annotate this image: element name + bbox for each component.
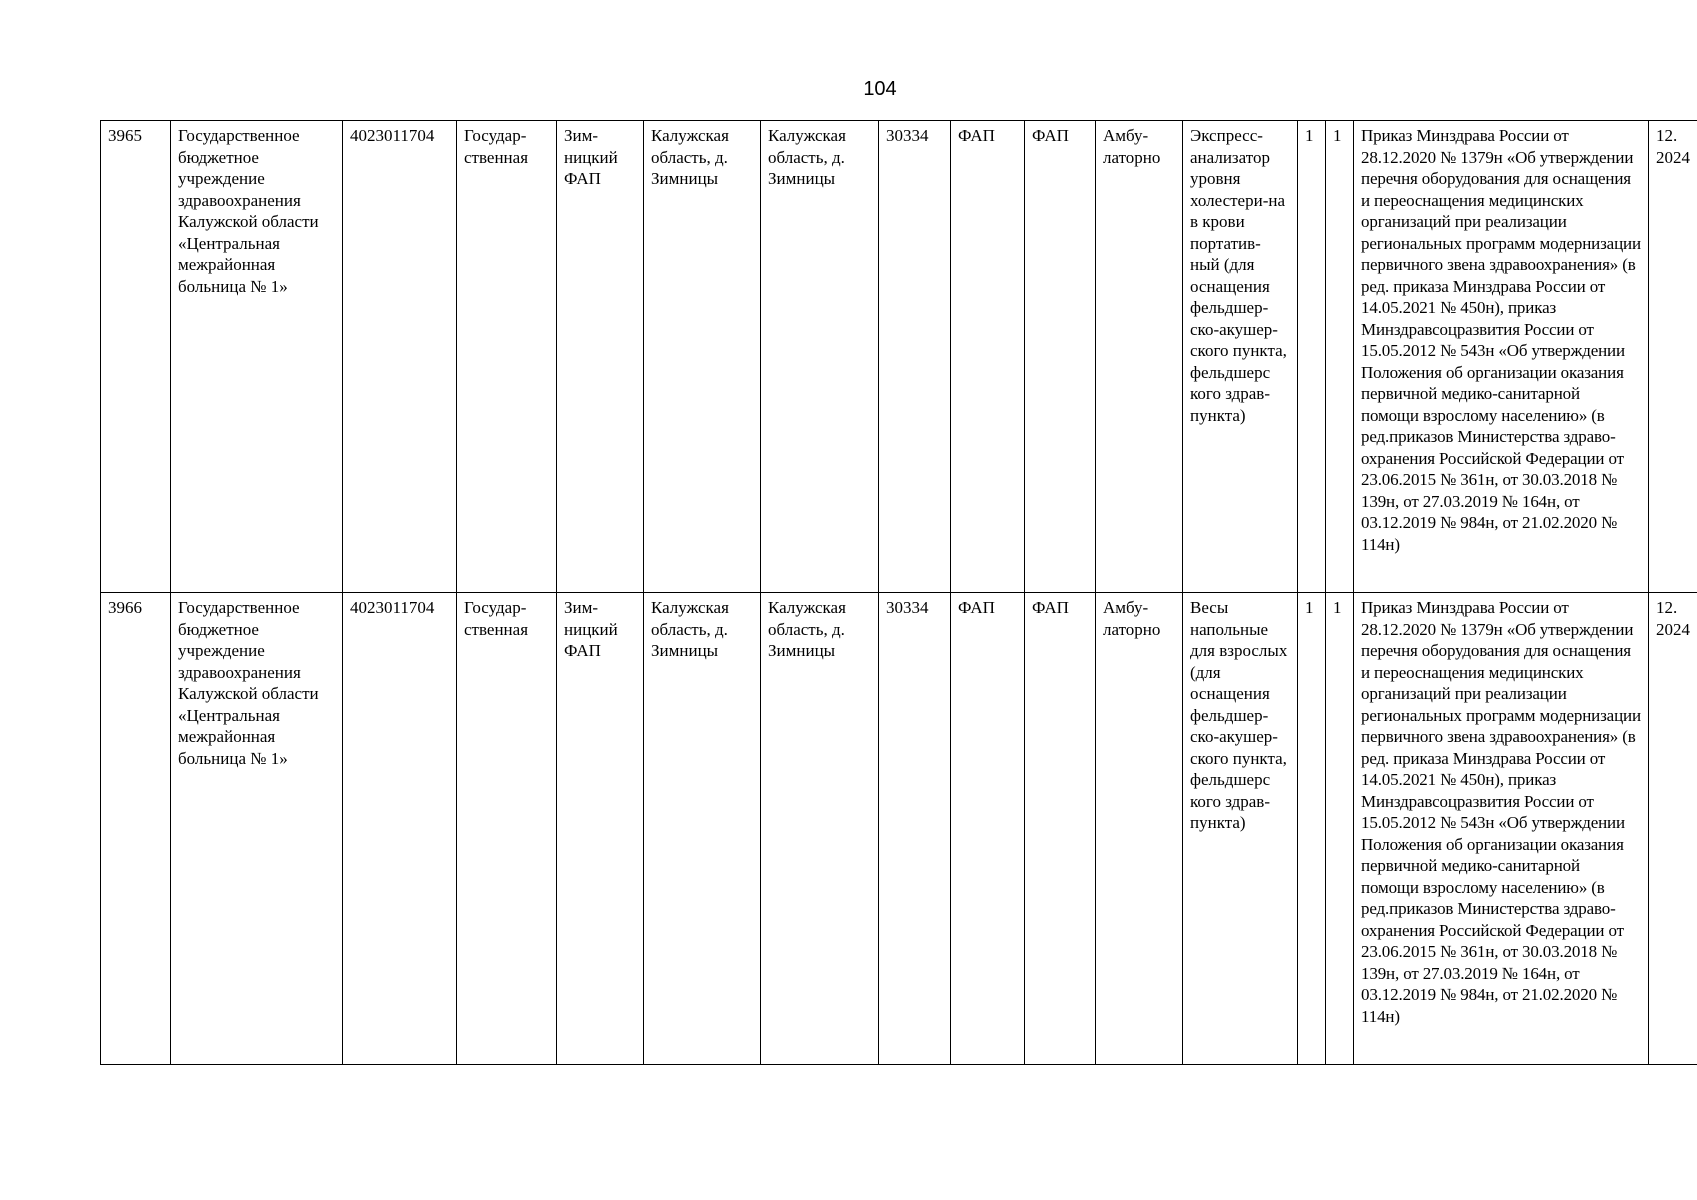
care-conditions: Амбу-латорно (1096, 121, 1183, 593)
code: 30334 (879, 121, 951, 593)
quantity: 1 (1298, 593, 1326, 1065)
inn: 4023011704 (343, 593, 457, 1065)
code: 30334 (879, 593, 951, 1065)
row-number: 3965 (101, 121, 171, 593)
legal-basis: Приказ Минздрава России от 28.12.2020 № 1379н «Об утверждении перечня оборудования для оснащения и переоснащения медицинских организаций при реализации региональных программ модернизации первичного звена здравоохранения» (в ред. приказа Минздрава России от 14.05.2021 № 450н), приказ Минздравсоцразвития России от 15.05.2012 № 543н «Об утверждении Положения об организации оказания первичной медико-санитарной помощи взрослому населению» (в ред.приказов Министерства здраво-охранения Российской Федерации от 23.06.2015 № 361н, от 30.03.2018 № 139н, от 27.03.2019 № 164н, от 03.12.2019 № 984н, от 21.02.2020 № 114н) (1354, 593, 1649, 1065)
quantity-total: 1 (1326, 593, 1354, 1065)
ownership-form: Государ-ственная (457, 593, 557, 1065)
actual-address: Калужская область, д. Зимницы (761, 121, 879, 593)
care-conditions: Амбу-латорно (1096, 593, 1183, 1065)
unit-name: Зим-ницкий ФАП (557, 593, 644, 1065)
delivery-date: 12. 2024 (1649, 593, 1697, 1065)
legal-basis: Приказ Минздрава России от 28.12.2020 № 1379н «Об утверждении перечня оборудования для оснащения и переоснащения медицинских организаций при реализации региональных программ модернизации первичного звена здравоохранения» (в ред. приказа Минздрава России от 14.05.2021 № 450н), приказ Минздравсоцразвития России от 15.05.2012 № 543н «Об утверждении Положения об организации оказания первичной медико-санитарной помощи взрослому населению» (в ред.приказов Министерства здраво-охранения Российской Федерации от 23.06.2015 № 361н, от 30.03.2018 № 139н, от 27.03.2019 № 164н, от 03.12.2019 № 984н, от 21.02.2020 № 114н) (1354, 121, 1649, 593)
delivery-date: 12. 2024 (1649, 121, 1697, 593)
organization-name: Государственное бюджетное учреждение здравоохранения Калужской области «Центральная межрайонная больница № 1» (171, 593, 343, 1065)
table-row (101, 121, 1697, 593)
table-row (101, 593, 1697, 1065)
page-number: 104 (863, 78, 897, 100)
quantity: 1 (1298, 121, 1326, 593)
ownership-form: Государ-ственная (457, 121, 557, 593)
unit-type: ФАП (951, 121, 1025, 593)
equipment-name: Экспресс-анализатор уровня холестери-на в крови портатив-ный (для оснащения фельдшер-ско-акушер-ского пункта, фельдшерс кого здрав-пункта) (1183, 121, 1298, 593)
subdivision-type: ФАП (1025, 593, 1096, 1065)
quantity-total: 1 (1326, 121, 1354, 593)
inn: 4023011704 (343, 121, 457, 593)
row-number: 3966 (101, 593, 171, 1065)
address: Калужская область, д. Зимницы (644, 593, 761, 1065)
address: Калужская область, д. Зимницы (644, 121, 761, 593)
equipment-name: Весы напольные для взрослых (для оснащения фельдшер-ско-акушер-ского пункта, фельдшерс кого здрав-пункта) (1183, 593, 1298, 1065)
actual-address: Калужская область, д. Зимницы (761, 593, 879, 1065)
unit-name: Зим-ницкий ФАП (557, 121, 644, 593)
register-table (100, 120, 1697, 1065)
unit-type: ФАП (951, 593, 1025, 1065)
subdivision-type: ФАП (1025, 121, 1096, 593)
organization-name: Государственное бюджетное учреждение здравоохранения Калужской области «Центральная межрайонная больница № 1» (171, 121, 343, 593)
